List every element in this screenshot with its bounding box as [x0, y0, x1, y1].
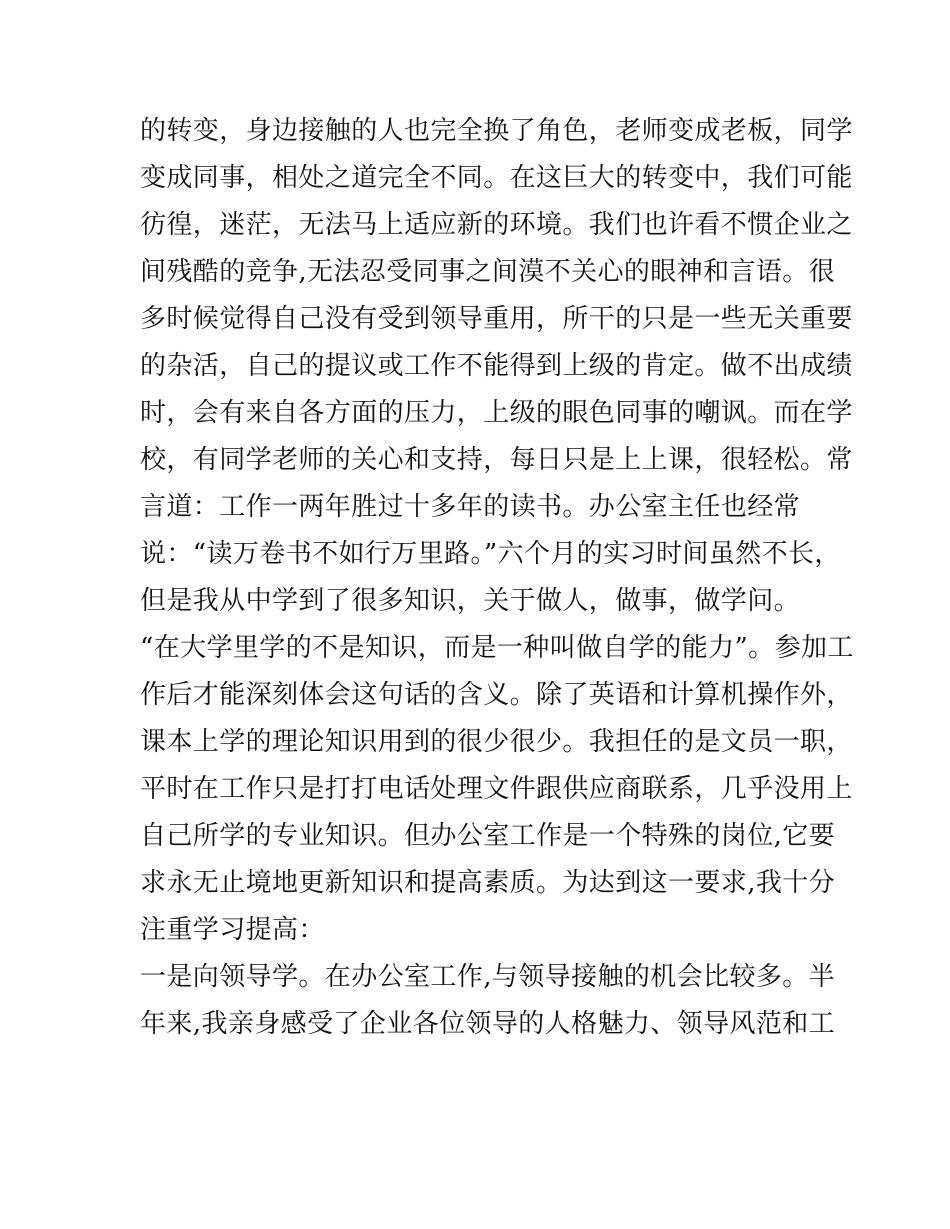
text-line: 年来,我亲身感受了企业各位领导的人格魅力、领导风范和工 [140, 1009, 836, 1039]
text-line: 说：“读万卷书不如行万里路。”六个月的实习时间虽然不长， [140, 539, 841, 569]
text-line: 但是我从中学到了很多知识，关于做人，做事，做学问。 [140, 586, 801, 616]
text-line: 平时在工作只是打打电话处理文件跟供应商联系，几乎没用上 [140, 774, 853, 804]
text-line: 课本上学的理论知识用到的很少很少。我担任的是文员一职， [140, 727, 853, 757]
text-line: 的转变，身边接触的人也完全换了角色，老师变成老板，同学 [140, 116, 853, 146]
text-line: 彷徨，迷茫，无法马上适应新的环境。我们也许看不惯企业之 [140, 210, 853, 240]
text-line: 自己所学的专业知识。但办公室工作是一个特殊的岗位,它要 [140, 821, 836, 851]
text-line: 多时候觉得自己没有受到领导重用，所干的只是一些无关重要 [140, 304, 853, 334]
text-line: 言道：工作一两年胜过十多年的读书。办公室主任也经常 [140, 492, 801, 522]
text-line: 时，会有来自各方面的压力，上级的眼色同事的嘲讽。而在学 [140, 398, 853, 428]
text-line: 求永无止境地更新知识和提高素质。为达到这一要求,我十分 [140, 868, 836, 898]
text-line: 作后才能深刻体会这句话的含义。除了英语和计算机操作外， [140, 680, 853, 710]
text-line: 注重学习提高： [140, 915, 325, 945]
text-line: 变成同事，相处之道完全不同。在这巨大的转变中，我们可能 [140, 163, 853, 193]
body-text [140, 108, 854, 1048]
text-line: 一是向领导学。在办公室工作,与领导接触的机会比较多。半 [140, 962, 836, 992]
text-line: 间残酷的竞争,无法忍受同事之间漠不关心的眼神和言语。很 [140, 257, 836, 287]
text-line: “在大学里学的不是知识，而是一种叫做自学的能力”。参加工 [140, 633, 854, 663]
text-line: 校，有同学老师的关心和支持，每日只是上上课，很轻松。常 [140, 445, 853, 475]
text-line: 的杂活，自己的提议或工作不能得到上级的肯定。做不出成绩 [140, 351, 853, 381]
